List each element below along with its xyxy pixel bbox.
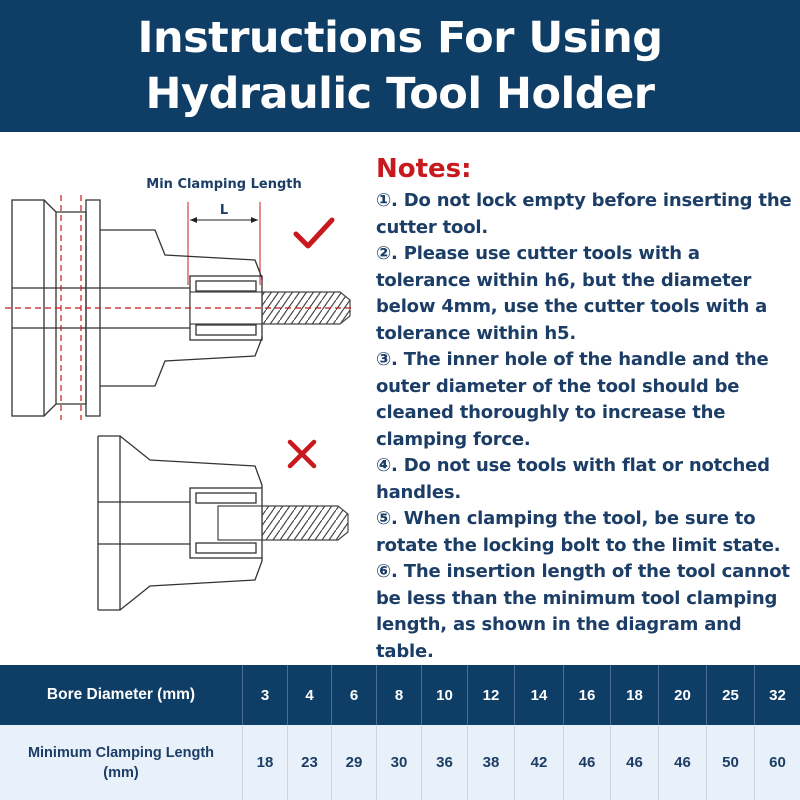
table-cell: 4 [288,665,332,725]
table-cell: 6 [332,665,377,725]
table-cell: 46 [659,725,707,800]
table-cell: 38 [468,725,515,800]
table-cell: 18 [243,725,288,800]
table-cell: 20 [659,665,707,725]
spec-table [0,665,800,800]
note-item: ⑥. The insertion length of the tool cannot be less than the minimum tool clamping length, as shown in the diagram and table. [376,561,790,662]
page-title-line2: Hydraulic Tool Holder [145,69,655,119]
note-item: ④. Do not use tools with flat or notched handles. [376,455,770,503]
table-cell: 3 [243,665,288,725]
length-symbol: L [219,203,229,218]
cross-mark-icon [290,442,314,466]
note-item: ⑤. When clamping the tool, be sure to rotate the locking bolt to the limit state. [376,508,781,556]
table-cell: 10 [422,665,468,725]
page-title-line1: Instructions For Using [137,13,663,63]
table-cell: 32 [769,686,786,704]
table-cell: 18 [611,665,659,725]
table-cell: 23 [288,725,332,800]
dimension-l [188,202,260,285]
min-clamping-length-label: Min Clamping Length [146,177,302,192]
table-row-min-length [0,725,800,800]
table-cell: 50 [707,725,755,800]
table-cell: 46 [564,725,611,800]
table-cell: 30 [377,725,422,800]
min-clamping-length-header: Minimum Clamping Length (mm) [0,725,243,800]
table-cell: 12 [468,665,515,725]
cutter-tool-wrong [218,506,348,540]
note-item: ①. Do not lock empty before inserting the cutter tool. [376,190,792,238]
table-cell: 42 [515,725,564,800]
tool-holder-drawing [0,150,370,620]
note-item: ②. Please use cutter tools with a tolerance within h6, but the diameter below 4mm, use the cutter tools with a tolerance within h5. [376,243,768,344]
bore-diameter-header: Bore Diameter (mm) [0,665,243,725]
header-banner [0,0,800,132]
table-cell: 14 [515,665,564,725]
notes-section [376,152,796,665]
table-cell: 46 [611,725,659,800]
table-cell: 29 [332,725,377,800]
tool-holder-diagram [0,150,370,620]
table-cell: 36 [422,725,468,800]
check-mark-icon [296,220,332,246]
table-cell: 60 [769,754,786,771]
table-cell: 8 [377,665,422,725]
table-row-bore [0,665,800,725]
note-item: ③. The inner hole of the handle and the outer diameter of the tool should be cleaned thoroughly to increase the clamping force. [376,349,769,450]
notes-title: Notes: [376,154,472,184]
table-cell: 25 [707,665,755,725]
table-cell: 16 [564,665,611,725]
